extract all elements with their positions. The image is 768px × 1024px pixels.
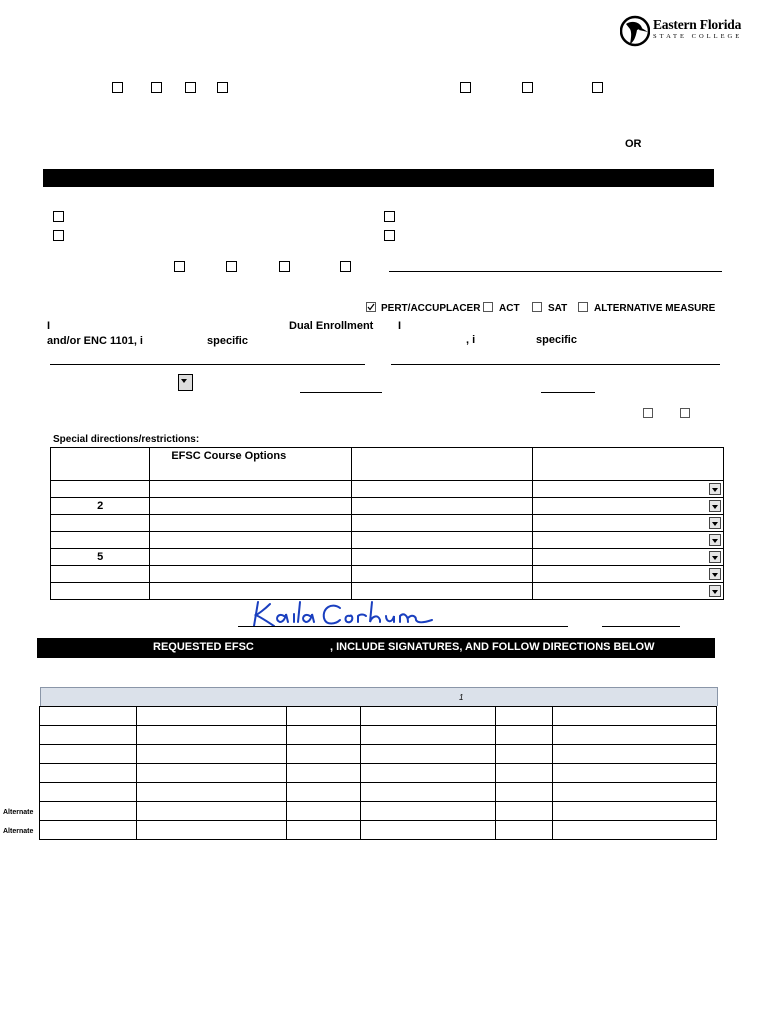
table-row <box>51 481 724 498</box>
header-note: 1 <box>459 693 464 702</box>
checkbox-top-2[interactable] <box>151 82 162 93</box>
eligibility-left-line2: and/or ENC 1101, i <box>47 335 143 347</box>
table-row: 2 <box>51 498 724 515</box>
checkbox-top-3[interactable] <box>185 82 196 93</box>
mid-underline <box>389 271 722 272</box>
table-row <box>40 821 717 840</box>
long-underline-left <box>50 364 365 365</box>
checkbox-top-1[interactable] <box>112 82 123 93</box>
bar-heading-right: , INCLUDE SIGNATURES, AND FOLLOW DIRECTIONS BELOW <box>330 641 655 653</box>
checkbox-top-6[interactable] <box>522 82 533 93</box>
logo-subtitle: STATE COLLEGE <box>653 33 743 40</box>
section-bar-2 <box>37 638 715 658</box>
alternate-label-1: Alternate <box>3 809 34 816</box>
header-course-options: EFSC Course Options <box>150 448 351 481</box>
pert-label: PERT/ACCUPLACER <box>381 303 481 314</box>
checkbox-top-7[interactable] <box>592 82 603 93</box>
logo-name: Eastern Florida <box>653 17 742 32</box>
alternative-label: ALTERNATIVE MEASURE <box>594 303 716 314</box>
table-row: 5 <box>51 549 724 566</box>
checkbox-right-2[interactable] <box>384 230 395 241</box>
eligibility-left-prefix: I <box>47 320 51 332</box>
table-row <box>40 783 717 802</box>
checkbox-sat[interactable] <box>532 302 542 312</box>
dual-enrollment-label: Dual Enrollment <box>289 320 374 332</box>
table-row <box>51 566 724 583</box>
eligibility-right-i: , i <box>466 334 476 346</box>
table-row <box>40 745 717 764</box>
sat-label: SAT <box>548 303 568 314</box>
eligibility-left-specific: specific <box>207 335 248 347</box>
row-dropdown-button[interactable] <box>709 500 721 512</box>
checkmark-icon <box>367 303 375 311</box>
row-dropdown-button[interactable] <box>709 568 721 580</box>
course-options-table <box>50 447 724 600</box>
college-logo <box>620 14 744 48</box>
table-row <box>51 532 724 549</box>
checkbox-left-2[interactable] <box>53 230 64 241</box>
table-row <box>40 802 717 821</box>
row-dropdown-button[interactable] <box>709 585 721 597</box>
special-directions-label: Special directions/restrictions: <box>53 434 200 445</box>
row-dropdown-button[interactable] <box>709 551 721 563</box>
long-underline-right <box>391 364 720 365</box>
bar-heading-left: REQUESTED EFSC <box>153 641 254 653</box>
table-row <box>51 583 724 600</box>
checkbox-pert[interactable] <box>366 302 376 312</box>
or-label: OR <box>625 138 642 150</box>
short-underline-2 <box>541 392 595 393</box>
checkbox-top-4[interactable] <box>217 82 228 93</box>
checkbox-act[interactable] <box>483 302 493 312</box>
row-dropdown-button[interactable] <box>709 517 721 529</box>
row-dropdown-button[interactable] <box>709 483 721 495</box>
date-line <box>602 626 680 627</box>
alternate-label-2: Alternate <box>3 828 34 835</box>
section-bar-1 <box>43 169 714 187</box>
checkbox-mid-2[interactable] <box>226 261 237 272</box>
bottom-table-header <box>40 687 718 706</box>
eligibility-right-prefix: I <box>398 320 402 332</box>
pelican-logo-icon <box>620 14 650 48</box>
header-cell <box>351 448 532 481</box>
checkbox-mid-1[interactable] <box>174 261 185 272</box>
short-underline-1 <box>300 392 382 393</box>
checkbox-right-1[interactable] <box>384 211 395 222</box>
checkbox-alternative[interactable] <box>578 302 588 312</box>
header-cell <box>51 448 150 481</box>
table-row <box>40 707 717 726</box>
checkbox-left-1[interactable] <box>53 211 64 222</box>
bottom-table <box>39 706 717 840</box>
signature-line <box>238 626 568 627</box>
checkbox-top-5[interactable] <box>460 82 471 93</box>
checkbox-mid-4[interactable] <box>340 261 351 272</box>
row-dropdown-button[interactable] <box>709 534 721 546</box>
checkbox-no[interactable] <box>680 408 690 418</box>
eligibility-right-specific: specific <box>536 334 577 346</box>
checkbox-yes[interactable] <box>643 408 653 418</box>
act-label: ACT <box>499 303 520 314</box>
header-cell <box>532 448 723 481</box>
table-row <box>40 726 717 745</box>
checkbox-mid-3[interactable] <box>279 261 290 272</box>
table-row <box>51 515 724 532</box>
dropdown-button[interactable] <box>178 374 193 391</box>
table-row <box>40 764 717 783</box>
